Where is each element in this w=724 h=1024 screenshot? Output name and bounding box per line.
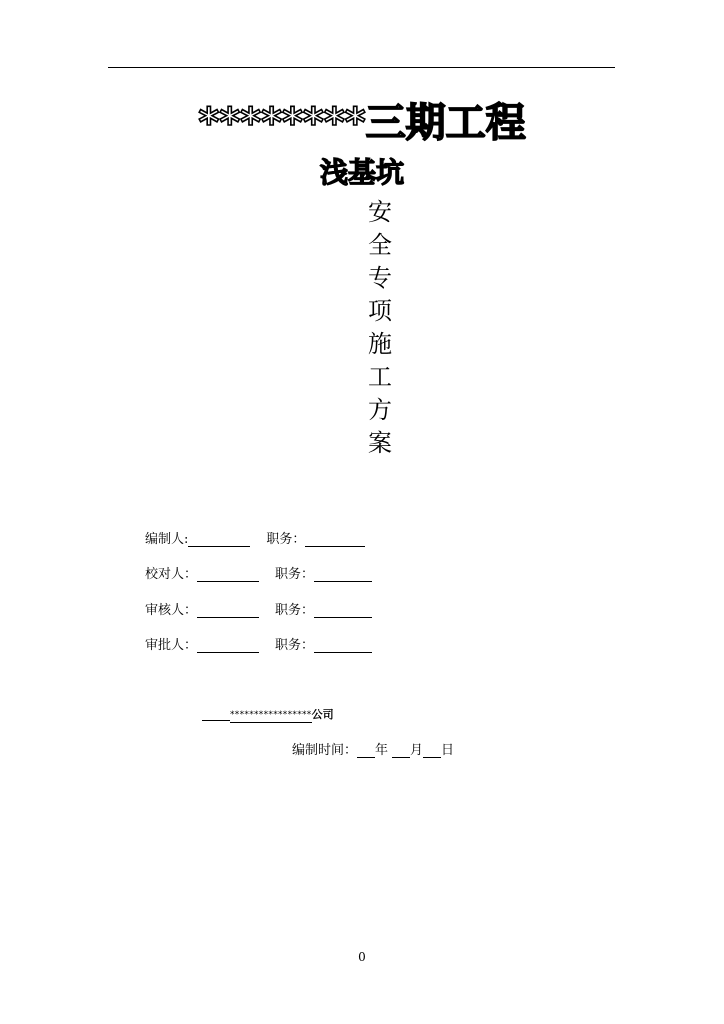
company-leading-blank xyxy=(202,708,230,721)
compiler-label: 编制人: xyxy=(145,532,189,547)
vertical-title-char: 专 xyxy=(368,264,392,292)
compiler-position-label: 职务： xyxy=(266,532,306,547)
year-label: 年 xyxy=(375,743,389,758)
reviewer-position-label: 职务： xyxy=(275,603,315,618)
compiler-blank xyxy=(188,533,250,547)
approver-blank xyxy=(197,639,259,653)
project-subtitle: 浅基坑 xyxy=(319,156,404,189)
proofreader-blank xyxy=(197,568,259,582)
vertical-title-char: 全 xyxy=(368,231,392,259)
vertical-title-char: 方 xyxy=(368,396,392,424)
compiler-position-blank xyxy=(305,533,365,547)
date-line xyxy=(292,742,454,760)
month-label: 月 xyxy=(410,743,424,758)
reviewer-position-blank xyxy=(314,604,372,618)
vertical-title xyxy=(360,196,400,460)
year-blank xyxy=(357,744,375,758)
signature-row-compiler xyxy=(145,531,365,549)
vertical-title-char: 施 xyxy=(368,330,392,358)
company-line xyxy=(202,707,334,723)
signature-row-proofreader xyxy=(145,566,372,584)
proofreader-position-blank xyxy=(314,568,372,582)
header-rule xyxy=(108,67,615,68)
date-label: 编制时间： xyxy=(292,743,358,758)
month-blank xyxy=(392,744,410,758)
day-label: 日 xyxy=(441,743,455,758)
vertical-title-char: 项 xyxy=(368,297,392,325)
approver-position-blank xyxy=(314,639,372,653)
signature-row-approver xyxy=(145,637,372,655)
signature-row-reviewer xyxy=(145,602,372,620)
proofreader-position-label: 职务： xyxy=(275,567,315,582)
project-title: ********三期工程 xyxy=(198,100,526,146)
vertical-title-char: 安 xyxy=(368,198,392,226)
vertical-title-char: 案 xyxy=(368,429,392,457)
day-blank xyxy=(423,744,441,758)
proofreader-label: 校对人： xyxy=(145,567,198,582)
approver-position-label: 职务： xyxy=(275,638,315,653)
company-suffix: 公司 xyxy=(311,708,334,721)
vertical-title-char: 工 xyxy=(368,363,392,391)
approver-label: 审批人： xyxy=(145,638,198,653)
reviewer-label: 审核人： xyxy=(145,603,198,618)
reviewer-blank xyxy=(197,604,259,618)
page-number: 0 xyxy=(358,950,366,964)
company-name-masked: ***************** xyxy=(230,708,312,723)
